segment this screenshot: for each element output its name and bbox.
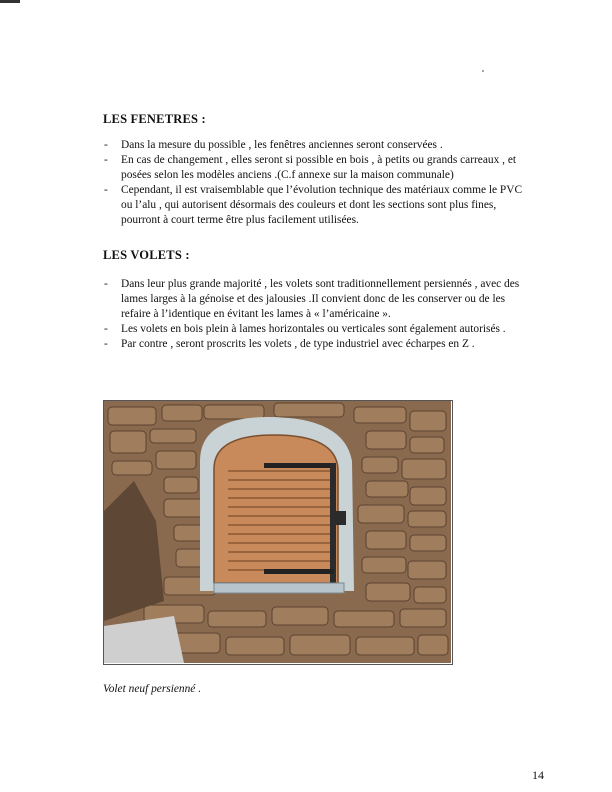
shutter-photo-illustration [104,401,451,663]
list-item: - Dans la mesure du possible , les fenêtres anciennes seront conservées . [103,138,533,153]
list-item: - Dans leur plus grande majorité , les volets sont traditionnellement persiennés , avec des lames larges à la génoise et des jalousies .Il convient donc de les conserver ou de les refaire à l’identique en évitant les lames à « l’américaine ». [103,277,533,322]
hinge-top [264,463,334,468]
section-heading-volets: LES VOLETS : [103,248,190,262]
section-heading-fenetres: LES FENETRES : [103,112,206,126]
page-number: 14 [532,768,544,782]
figure-caption: Volet neuf persienné . [103,683,202,695]
scan-corner-mark [0,0,20,3]
fenetres-list [103,138,533,228]
shutter-photo [103,400,453,665]
scan-speck [482,70,484,72]
hinge-bottom [264,569,334,574]
list-item: - Les volets en bois plein à lames horizontales ou verticales sont également autorisés . [103,322,533,337]
window-sill [214,583,344,593]
hinge-pin [336,511,346,525]
hinge-side [330,463,336,583]
list-item: - Cependant, il est vraisemblable que l’évolution technique des matériaux comme le PVC ou l’alu , qui autorisent désormais des couleurs et dont les sections sont plus fines, pourront à court terme être plus facilement utilisées. [103,183,533,228]
list-item: - En cas de changement , elles seront si possible en bois , à petits ou grands carreaux , et posées selon les modèles anciens .(C.f annexe sur la maison communale) [103,153,533,183]
volets-list [103,277,533,352]
list-item: - Par contre , seront proscrits les volets , de type industriel avec écharpes en Z . [103,337,533,352]
